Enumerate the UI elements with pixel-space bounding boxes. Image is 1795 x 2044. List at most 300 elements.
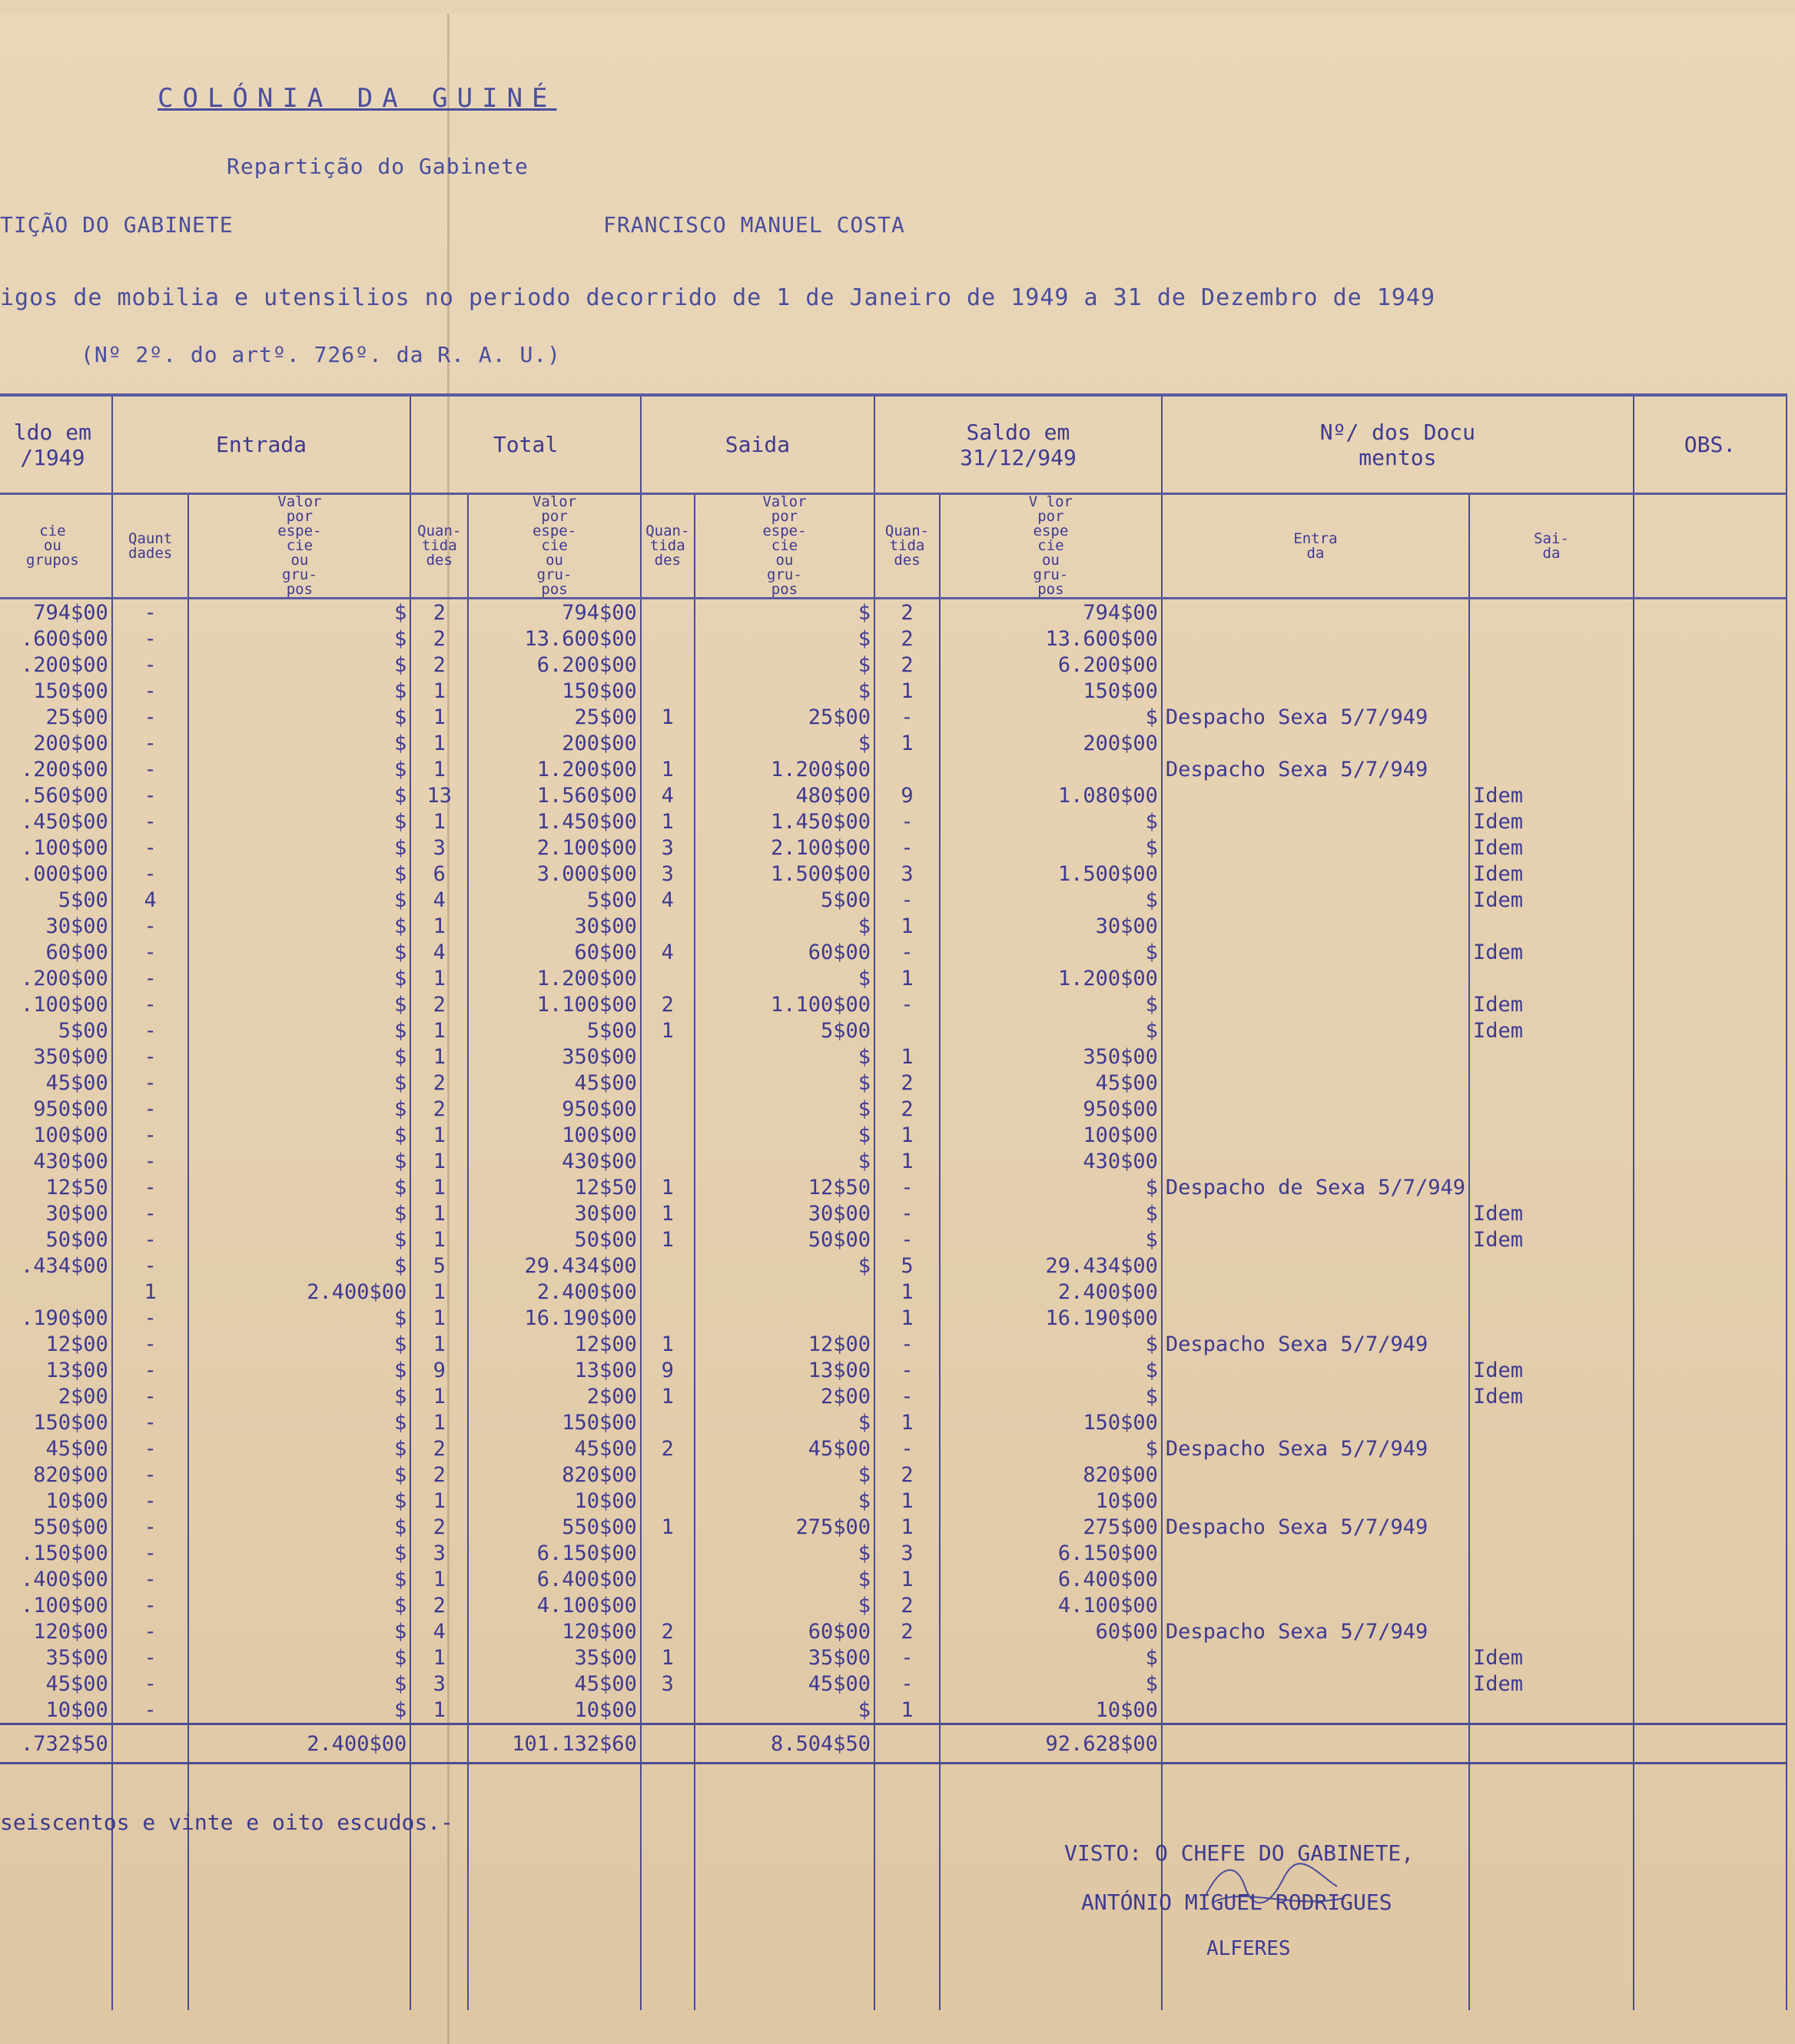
table-row bbox=[0, 1488, 1787, 1514]
table-cell bbox=[1634, 756, 1787, 782]
table-cell: 1 bbox=[410, 1331, 468, 1357]
table-cell bbox=[1634, 1644, 1787, 1671]
table-cell: - bbox=[112, 1226, 189, 1253]
table-cell bbox=[1634, 965, 1787, 991]
table-row bbox=[0, 861, 1787, 887]
table-cell: 120$00 bbox=[0, 1618, 112, 1644]
table-cell: $ bbox=[188, 1592, 410, 1618]
table-cell: - bbox=[874, 1435, 940, 1462]
table-row bbox=[0, 808, 1787, 835]
table-cell: .100$00 bbox=[0, 991, 112, 1017]
blank-cell bbox=[1634, 1764, 1787, 2011]
table-cell: 50$00 bbox=[695, 1226, 874, 1253]
table-cell bbox=[1469, 1618, 1634, 1644]
table-row bbox=[0, 625, 1787, 652]
total-cell bbox=[641, 1724, 695, 1764]
table-cell: 10$00 bbox=[940, 1488, 1162, 1514]
table-cell: $ bbox=[695, 730, 874, 756]
sub-header-6: Valor por espe- cie ou gru- pos bbox=[695, 494, 874, 599]
table-cell: 794$00 bbox=[940, 599, 1162, 626]
table-cell: 3 bbox=[874, 861, 940, 887]
table-cell: 10$00 bbox=[940, 1697, 1162, 1724]
table-cell: 16.190$00 bbox=[940, 1305, 1162, 1331]
table-cell bbox=[641, 1409, 695, 1435]
table-cell bbox=[1162, 991, 1469, 1017]
table-cell: 794$00 bbox=[468, 599, 641, 626]
table-cell: 1 bbox=[874, 965, 940, 991]
table-cell bbox=[1634, 1540, 1787, 1566]
table-cell: $ bbox=[188, 1514, 410, 1540]
table-cell: 25$00 bbox=[0, 704, 112, 730]
table-cell bbox=[1634, 861, 1787, 887]
table-cell bbox=[1162, 1566, 1469, 1592]
table-cell: 150$00 bbox=[940, 1409, 1162, 1435]
table-cell bbox=[1469, 1331, 1634, 1357]
sub-header-2: Valor por espe- cie ou gru- pos bbox=[188, 494, 410, 599]
table-cell: 100$00 bbox=[468, 1122, 641, 1148]
table-cell: 1 bbox=[410, 1044, 468, 1070]
table-cell: - bbox=[112, 678, 189, 704]
table-cell: - bbox=[112, 1644, 189, 1671]
table-cell: - bbox=[112, 782, 189, 808]
table-cell: 1 bbox=[641, 1331, 695, 1357]
table-cell: $ bbox=[188, 1305, 410, 1331]
table-cell: 16.190$00 bbox=[468, 1305, 641, 1331]
table-cell bbox=[1162, 1462, 1469, 1488]
table-cell: - bbox=[112, 1253, 189, 1279]
table-cell: 5$00 bbox=[0, 887, 112, 913]
table-cell: 2.400$00 bbox=[188, 1279, 410, 1305]
table-cell: $ bbox=[188, 1697, 410, 1724]
table-row bbox=[0, 704, 1787, 730]
sub-header-3: Quan- tida des bbox=[410, 494, 468, 599]
table-cell: $ bbox=[188, 1331, 410, 1357]
table-cell: 350$00 bbox=[940, 1044, 1162, 1070]
table-cell bbox=[1469, 1044, 1634, 1070]
table-cell bbox=[1634, 1671, 1787, 1697]
blank-row bbox=[0, 1764, 1787, 2011]
table-cell bbox=[1634, 991, 1787, 1017]
table-cell: 45$00 bbox=[695, 1435, 874, 1462]
table-cell: Despacho Sexa 5/7/949 bbox=[1162, 1618, 1469, 1644]
table-cell: $ bbox=[188, 1174, 410, 1200]
table-cell: 1.080$00 bbox=[940, 782, 1162, 808]
table-cell: Despacho Sexa 5/7/949 bbox=[1162, 1514, 1469, 1540]
table-cell: - bbox=[112, 861, 189, 887]
table-cell: $ bbox=[188, 913, 410, 939]
table-cell: 12$50 bbox=[695, 1174, 874, 1200]
table-cell: 1 bbox=[874, 913, 940, 939]
table-cell bbox=[1634, 887, 1787, 913]
table-cell: 1 bbox=[641, 704, 695, 730]
table-cell bbox=[1162, 965, 1469, 991]
table-cell bbox=[1162, 1671, 1469, 1697]
table-cell: $ bbox=[940, 704, 1162, 730]
table-cell bbox=[1634, 1200, 1787, 1226]
table-cell: 1.100$00 bbox=[695, 991, 874, 1017]
table-cell bbox=[1469, 1279, 1634, 1305]
table-cell: 1 bbox=[874, 1279, 940, 1305]
table-cell: 1 bbox=[410, 678, 468, 704]
table-cell bbox=[1162, 1044, 1469, 1070]
table-cell: 25$00 bbox=[468, 704, 641, 730]
table-cell: $ bbox=[188, 1253, 410, 1279]
group-header-saldo-inicial: ldo em /1949 bbox=[0, 395, 112, 494]
table-row bbox=[0, 1383, 1787, 1409]
table-cell: 4 bbox=[641, 782, 695, 808]
table-cell: 150$00 bbox=[0, 678, 112, 704]
table-cell: - bbox=[112, 1671, 189, 1697]
table-cell: 9 bbox=[641, 1357, 695, 1383]
table-cell: 3 bbox=[410, 835, 468, 861]
table-cell: 5$00 bbox=[0, 1017, 112, 1044]
table-cell: 29.434$00 bbox=[468, 1253, 641, 1279]
table-cell: 1 bbox=[410, 808, 468, 835]
table-cell: $ bbox=[188, 782, 410, 808]
table-cell: 2 bbox=[410, 1070, 468, 1096]
table-cell: 1.200$00 bbox=[468, 756, 641, 782]
table-cell: Idem bbox=[1469, 1357, 1634, 1383]
table-cell: 5 bbox=[410, 1253, 468, 1279]
table-cell: $ bbox=[940, 1644, 1162, 1671]
table-cell: - bbox=[112, 1462, 189, 1488]
table-cell bbox=[1469, 1148, 1634, 1174]
table-cell: $ bbox=[940, 1383, 1162, 1409]
table-cell: 1 bbox=[410, 913, 468, 939]
table-cell bbox=[1634, 939, 1787, 965]
table-cell bbox=[1162, 1279, 1469, 1305]
table-cell bbox=[1634, 913, 1787, 939]
table-cell: $ bbox=[940, 939, 1162, 965]
table-cell bbox=[1469, 1305, 1634, 1331]
table-cell: $ bbox=[695, 625, 874, 652]
table-row bbox=[0, 1409, 1787, 1435]
table-cell bbox=[641, 652, 695, 678]
table-row bbox=[0, 1122, 1787, 1148]
table-cell: 794$00 bbox=[0, 599, 112, 626]
document-title: COLÓNIA DA GUINÉ bbox=[158, 83, 557, 114]
table-cell bbox=[1634, 730, 1787, 756]
table-cell bbox=[1162, 861, 1469, 887]
table-cell: 100$00 bbox=[940, 1122, 1162, 1148]
table-cell: 1 bbox=[410, 1697, 468, 1724]
group-header-entrada: Entrada bbox=[112, 395, 411, 494]
table-cell bbox=[1469, 599, 1634, 626]
table-row bbox=[0, 1331, 1787, 1357]
table-cell: 820$00 bbox=[0, 1462, 112, 1488]
table-cell: - bbox=[112, 1540, 189, 1566]
table-cell: $ bbox=[188, 808, 410, 835]
table-cell: 1 bbox=[410, 1279, 468, 1305]
table-cell: .190$00 bbox=[0, 1305, 112, 1331]
table-cell bbox=[1634, 1070, 1787, 1096]
table-cell: 1 bbox=[410, 1566, 468, 1592]
table-row bbox=[0, 1697, 1787, 1724]
table-cell: 820$00 bbox=[468, 1462, 641, 1488]
table-cell bbox=[1469, 652, 1634, 678]
table-cell bbox=[1469, 1409, 1634, 1435]
table-cell: Idem bbox=[1469, 1226, 1634, 1253]
table-cell: Despacho Sexa 5/7/949 bbox=[1162, 704, 1469, 730]
table-cell bbox=[1469, 913, 1634, 939]
blank-cell bbox=[410, 1764, 468, 2011]
sub-header-11 bbox=[1634, 494, 1787, 599]
table-cell: - bbox=[112, 756, 189, 782]
table-cell: - bbox=[874, 835, 940, 861]
table-cell bbox=[1634, 1174, 1787, 1200]
table-cell: $ bbox=[188, 1435, 410, 1462]
table-cell: 350$00 bbox=[468, 1044, 641, 1070]
table-cell: 30$00 bbox=[695, 1200, 874, 1226]
table-cell bbox=[1469, 1096, 1634, 1122]
table-cell bbox=[1469, 1697, 1634, 1724]
table-cell: Idem bbox=[1469, 808, 1634, 835]
table-cell: - bbox=[874, 704, 940, 730]
table-cell bbox=[1634, 704, 1787, 730]
table-cell: 60$00 bbox=[695, 1618, 874, 1644]
table-cell: 480$00 bbox=[695, 782, 874, 808]
table-row bbox=[0, 1279, 1787, 1305]
table-cell: $ bbox=[695, 1096, 874, 1122]
blank-cell bbox=[874, 1764, 940, 2011]
table-cell: 3 bbox=[410, 1540, 468, 1566]
table-cell: $ bbox=[188, 730, 410, 756]
table-cell: $ bbox=[188, 1122, 410, 1148]
table-cell: - bbox=[112, 1174, 189, 1200]
table-cell: 120$00 bbox=[468, 1618, 641, 1644]
table-cell: 1 bbox=[410, 1305, 468, 1331]
group-header-saldo-final: Saldo em 31/12/949 bbox=[874, 395, 1162, 494]
table-cell bbox=[1162, 652, 1469, 678]
table-cell bbox=[1162, 1488, 1469, 1514]
table-cell: 3.000$00 bbox=[468, 861, 641, 887]
table-cell: - bbox=[112, 1514, 189, 1540]
table-cell: - bbox=[874, 1383, 940, 1409]
table-cell: $ bbox=[940, 1671, 1162, 1697]
table-cell: 10$00 bbox=[468, 1697, 641, 1724]
table-cell: 2 bbox=[410, 1592, 468, 1618]
table-cell: 13$00 bbox=[468, 1357, 641, 1383]
table-cell: 1 bbox=[410, 1488, 468, 1514]
signatory-rank: ALFERES bbox=[1206, 1937, 1291, 1960]
table-cell: $ bbox=[695, 1070, 874, 1096]
table-cell bbox=[1634, 1305, 1787, 1331]
table-cell: 1.200$00 bbox=[468, 965, 641, 991]
table-cell: - bbox=[874, 939, 940, 965]
table-cell: 100$00 bbox=[0, 1122, 112, 1148]
table-cell: $ bbox=[940, 835, 1162, 861]
document-description: igos de mobilia e utensilios no periodo decorrido de 1 de Janeiro de 1949 a 31 de Dezembro de 1949 bbox=[0, 284, 1436, 311]
table-cell: 13$00 bbox=[695, 1357, 874, 1383]
table-cell: $ bbox=[188, 704, 410, 730]
table-cell: - bbox=[874, 1200, 940, 1226]
table-cell bbox=[1469, 1435, 1634, 1462]
table-cell: 2 bbox=[641, 991, 695, 1017]
table-cell: 150$00 bbox=[468, 678, 641, 704]
table-cell bbox=[641, 1592, 695, 1618]
table-cell bbox=[1162, 730, 1469, 756]
table-cell: $ bbox=[695, 1044, 874, 1070]
table-cell bbox=[1469, 678, 1634, 704]
sub-header-0: cie ou grupos bbox=[0, 494, 112, 599]
table-cell: Idem bbox=[1469, 1644, 1634, 1671]
legal-reference: (Nº 2º. do artº. 726º. da R. A. U.) bbox=[81, 342, 562, 367]
table-cell: 6.200$00 bbox=[468, 652, 641, 678]
table-cell: $ bbox=[695, 1566, 874, 1592]
table-cell: 4.100$00 bbox=[940, 1592, 1162, 1618]
table-cell: 2.400$00 bbox=[940, 1279, 1162, 1305]
table-cell: 1 bbox=[641, 1644, 695, 1671]
table-cell bbox=[1634, 1331, 1787, 1357]
table-cell: 430$00 bbox=[940, 1148, 1162, 1174]
table-cell: 1 bbox=[410, 1383, 468, 1409]
table-cell: 275$00 bbox=[940, 1514, 1162, 1540]
table-cell: 6 bbox=[410, 861, 468, 887]
amount-in-words: seiscentos e vinte e oito escudos.- bbox=[0, 1810, 454, 1835]
table-cell: 9 bbox=[410, 1357, 468, 1383]
table-cell: $ bbox=[695, 1409, 874, 1435]
table-cell: 150$00 bbox=[940, 678, 1162, 704]
table-cell: 45$00 bbox=[940, 1070, 1162, 1096]
table-cell: 45$00 bbox=[695, 1671, 874, 1697]
table-cell: 350$00 bbox=[0, 1044, 112, 1070]
table-cell bbox=[1634, 1566, 1787, 1592]
table-cell: - bbox=[112, 1070, 189, 1096]
table-cell bbox=[1162, 1697, 1469, 1724]
table-cell: .600$00 bbox=[0, 625, 112, 652]
table-cell: - bbox=[112, 1096, 189, 1122]
table-cell: $ bbox=[188, 1462, 410, 1488]
table-cell: 60$00 bbox=[695, 939, 874, 965]
table-cell bbox=[1162, 1122, 1469, 1148]
table-cell: 1 bbox=[410, 704, 468, 730]
table-cell bbox=[1469, 1566, 1634, 1592]
table-cell bbox=[1634, 1514, 1787, 1540]
table-cell: Idem bbox=[1469, 835, 1634, 861]
table-row bbox=[0, 887, 1787, 913]
table-cell: 1 bbox=[410, 1148, 468, 1174]
table-cell: 200$00 bbox=[468, 730, 641, 756]
table-cell: $ bbox=[188, 1096, 410, 1122]
table-cell: 6.400$00 bbox=[940, 1566, 1162, 1592]
table-row bbox=[0, 965, 1787, 991]
table-cell: $ bbox=[188, 1070, 410, 1096]
table-cell: Idem bbox=[1469, 1200, 1634, 1226]
table-cell bbox=[641, 625, 695, 652]
table-cell: .200$00 bbox=[0, 965, 112, 991]
table-row bbox=[0, 1070, 1787, 1096]
total-cell bbox=[1634, 1724, 1787, 1764]
table-cell: $ bbox=[695, 1592, 874, 1618]
table-row bbox=[0, 1253, 1787, 1279]
table-cell: 2 bbox=[410, 1462, 468, 1488]
table-cell bbox=[1634, 1592, 1787, 1618]
table-cell bbox=[1162, 1305, 1469, 1331]
table-cell: Despacho Sexa 5/7/949 bbox=[1162, 756, 1469, 782]
table-cell bbox=[1162, 808, 1469, 835]
table-cell: 1 bbox=[874, 1122, 940, 1148]
table-cell: 12$50 bbox=[468, 1174, 641, 1200]
table-cell: - bbox=[112, 1697, 189, 1724]
table-cell: 1 bbox=[410, 1200, 468, 1226]
table-cell: - bbox=[112, 599, 189, 626]
table-cell: - bbox=[112, 808, 189, 835]
table-cell bbox=[1162, 1017, 1469, 1044]
table-cell bbox=[1162, 1253, 1469, 1279]
table-cell bbox=[1162, 1592, 1469, 1618]
table-cell bbox=[1634, 1488, 1787, 1514]
sub-header-9: Entra da bbox=[1162, 494, 1469, 599]
table-cell: 2$00 bbox=[468, 1383, 641, 1409]
table-cell: 2 bbox=[874, 1096, 940, 1122]
table-row bbox=[0, 1671, 1787, 1697]
table-cell: 4 bbox=[410, 887, 468, 913]
table-cell bbox=[641, 1122, 695, 1148]
table-cell: - bbox=[112, 1331, 189, 1357]
table-cell: 4 bbox=[112, 887, 189, 913]
table-cell bbox=[874, 756, 940, 782]
table-cell: 1 bbox=[641, 1174, 695, 1200]
table-cell: Despacho de Sexa 5/7/949 bbox=[1162, 1174, 1469, 1200]
table-cell: $ bbox=[188, 1618, 410, 1644]
table-cell: 45$00 bbox=[0, 1671, 112, 1697]
table-cell: $ bbox=[695, 965, 874, 991]
table-cell bbox=[641, 678, 695, 704]
table-cell: - bbox=[112, 1566, 189, 1592]
table-cell: 35$00 bbox=[695, 1644, 874, 1671]
sub-header-1: Qaunt dades bbox=[112, 494, 189, 599]
table-cell: 50$00 bbox=[468, 1226, 641, 1253]
table-cell: 2.400$00 bbox=[468, 1279, 641, 1305]
table-cell: 1 bbox=[641, 1514, 695, 1540]
table-cell: 2 bbox=[410, 1435, 468, 1462]
table-cell: 5$00 bbox=[695, 1017, 874, 1044]
table-cell bbox=[1469, 1514, 1634, 1540]
table-cell: 2 bbox=[410, 1096, 468, 1122]
table-cell: $ bbox=[188, 1488, 410, 1514]
table-cell: 2 bbox=[874, 625, 940, 652]
table-cell bbox=[1162, 599, 1469, 626]
table-cell: 1.450$00 bbox=[468, 808, 641, 835]
table-cell bbox=[1469, 704, 1634, 730]
table-cell: - bbox=[112, 939, 189, 965]
table-cell: 1 bbox=[641, 1017, 695, 1044]
table-row bbox=[0, 1435, 1787, 1462]
table-row bbox=[0, 1462, 1787, 1488]
table-cell: $ bbox=[940, 1357, 1162, 1383]
table-cell: 2 bbox=[874, 1618, 940, 1644]
table-cell: $ bbox=[695, 599, 874, 626]
table-cell: - bbox=[874, 808, 940, 835]
total-cell bbox=[1162, 1724, 1469, 1764]
table-cell bbox=[641, 730, 695, 756]
table-cell: $ bbox=[940, 1200, 1162, 1226]
table-row bbox=[0, 1200, 1787, 1226]
table-cell bbox=[1634, 1017, 1787, 1044]
table-cell: 950$00 bbox=[0, 1096, 112, 1122]
table-cell: 1 bbox=[410, 730, 468, 756]
table-cell bbox=[1634, 1409, 1787, 1435]
table-cell bbox=[1162, 1200, 1469, 1226]
table-cell: 1 bbox=[641, 808, 695, 835]
blank-cell bbox=[0, 1764, 112, 2011]
table-cell: - bbox=[874, 1644, 940, 1671]
table-cell: 1 bbox=[874, 1305, 940, 1331]
table-cell: $ bbox=[940, 991, 1162, 1017]
total-cell: 92.628$00 bbox=[940, 1724, 1162, 1764]
table-cell bbox=[641, 965, 695, 991]
table-cell bbox=[1634, 1122, 1787, 1148]
